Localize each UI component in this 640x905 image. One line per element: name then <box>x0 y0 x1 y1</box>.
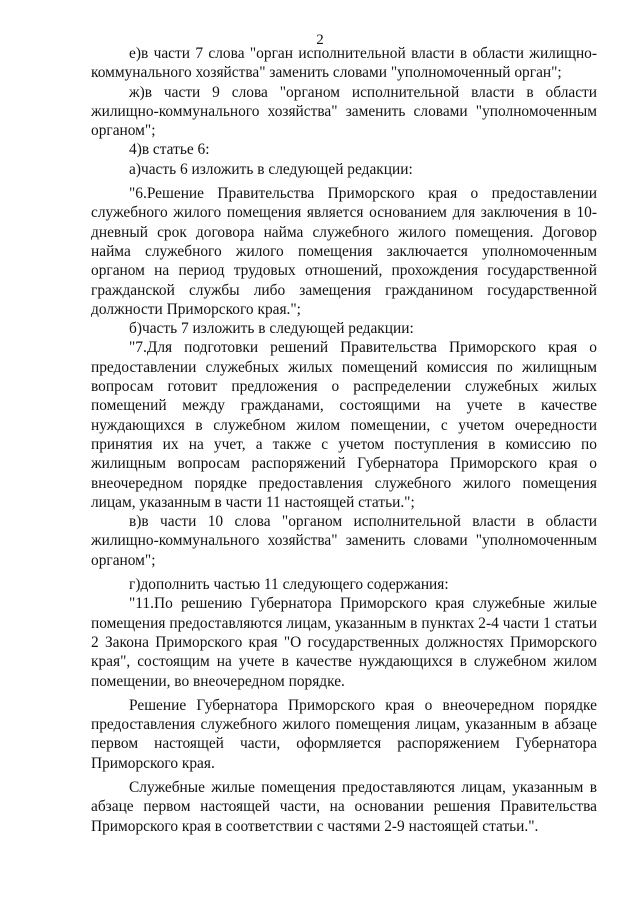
paragraph-part-11-decision: Решение Губернатора Приморского края о внеочередном порядке предоставления служебного жилого помещения лицам, указанным в абзаце первом настоящей части, оформляется распоряжением Губернатора Приморского края. <box>91 696 597 772</box>
page-number: 2 <box>316 32 324 48</box>
paragraph-item-a: а)часть 6 изложить в следующей редакции: <box>129 160 413 178</box>
paragraph-item-e: е)в части 7 слова "орган исполнительной власти в области жилищно-коммунального хозяйства" заменить словами "уполномоченный орган"; <box>91 45 597 82</box>
paragraph-item-b: б)часть 7 изложить в следующей редакции: <box>129 320 414 338</box>
paragraph-item-v: в)в части 10 слова "органом исполнительной власти в области жилищно-коммунального хозяйства" заменить словами "уполномоченным органом"; <box>91 513 597 569</box>
document-body <box>91 44 597 836</box>
paragraph-article-6: 4)в статье 6: <box>129 141 210 159</box>
paragraph-part-11-basis: Служебные жилые помещения предоставляются лицам, указанным в абзаце первом настоящей части, на основании решения Правительства Приморского края в соответствии с частями 2-9 настоящей статьи.". <box>91 778 597 835</box>
paragraph-part-6-text: "6.Решение Правительства Приморского края о предоставлении служебного жилого помещения является основанием для заключения в 10-дневный срок договора найма служебного жилого помещения. Договор найма служебного жилого помещения заключается уполномоченным органом на период трудовых отношений, прохождения государственной гражданской службы либо замещения гражданином государственной должности Приморского края."; <box>91 185 597 318</box>
paragraph-part-11-text: "11.По решению Губернатора Приморского края служебные жилые помещения предоставляются лицам, указанным в пунктах 2-4 части 1 статьи 2 Закона Приморского края "О государственных должностях Приморского края", состоящим на учете в качестве нуждающихся в служебном жилом помещении, во внеочередном порядке. <box>91 595 597 690</box>
paragraph-part-7-text: "7.Для подготовки решений Правительства Приморского края о предоставлении служебных жилых помещений комиссия по жилищным вопросам готовит предложения о распределении служебных жилых помещений между гражданами, состоящими на учете в качестве нуждающихся в служебном жилом помещении, с учетом очередности принятия их на учет, а также с учетом поступления в комиссию по жилищным вопросам распоряжений Губернатора Приморского края о внеочередном порядке предоставления служебного жилого помещения лицам, указанным в части 11 настоящей статьи."; <box>91 339 597 511</box>
paragraph-item-g: г)дополнить частью 11 следующего содержания: <box>129 576 449 594</box>
paragraph-item-zh: ж)в части 9 слова "органом исполнительной власти в области жилищно-коммунального хозяйства" заменить словами "уполномоченным органом"; <box>91 83 597 140</box>
